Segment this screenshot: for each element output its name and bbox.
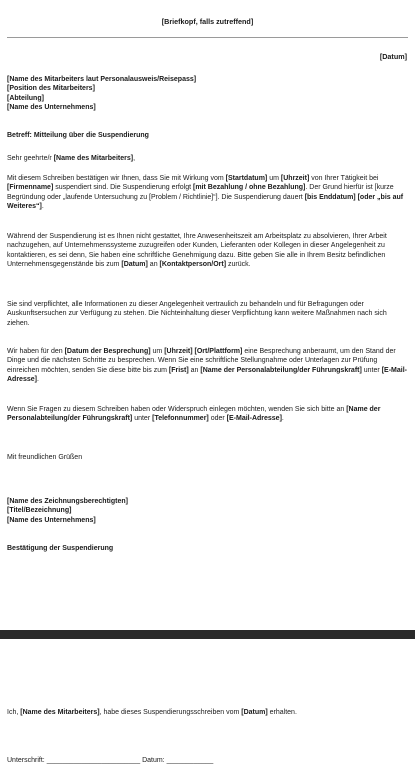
- until-further-placeholder: [oder „bis auf Weiteres“]: [7, 193, 404, 210]
- text: oder: [208, 415, 227, 423]
- text: an: [147, 260, 160, 268]
- text: an: [188, 366, 201, 374]
- subject-line: Betreff: Mitteilung über die Suspendierung: [7, 132, 149, 139]
- contact-placeholder: [Kontaktperson/Ort]: [159, 260, 227, 268]
- salutation: [7, 154, 408, 163]
- text: unter: [361, 366, 382, 374]
- paragraph-questions: [7, 405, 408, 424]
- text: zurück.: [226, 260, 251, 268]
- text: um: [267, 175, 281, 182]
- text: um: [150, 348, 165, 355]
- signatory-title: [Titel/Bezeichnung]: [7, 507, 72, 515]
- recipient-block: [7, 75, 408, 112]
- text: Wenn Sie Fragen zu diesem Schreiben haben oder Widerspruch einlegen möchten, wenden Sie sich bitte an: [7, 406, 347, 413]
- header-divider: [7, 37, 408, 38]
- paragraph-confidentiality: Sie sind verpflichtet, alle Informationen zu dieser Angelegenheit vertraulich zu behandeln und für Befragungen oder Auskunftsersuchen zur Verfügung zu stehen. Die Nichteinhaltung dieser Verpflichtung kann weitere Maßnahmen nach sich ziehen.: [7, 301, 387, 327]
- signatory-company: [Name des Unternehmens]: [7, 516, 96, 524]
- text: Mit diesem Schreiben bestätigen wir Ihnen, dass Sie mit Wirkung vom: [7, 175, 226, 182]
- signatory-block: [7, 497, 408, 525]
- text: .: [281, 415, 284, 423]
- text: . Der Grund hierfür ist [kurze Begründung oder „laufende Untersuchung zu [Problem / Richtlinie]“]. Die Suspendierung dauert: [7, 184, 394, 201]
- signature-line: [7, 756, 408, 765]
- text: von Ihrer Tätigkeit bei: [309, 175, 379, 182]
- paragraph-meeting: [7, 347, 408, 384]
- meeting-date-placeholder: [Datum der Besprechung]: [64, 348, 151, 355]
- letter-date: [Datum]: [379, 52, 407, 61]
- signatory-name: [Name des Zeichnungsberechtigten]: [7, 498, 128, 505]
- signature-label: Unterschrift:: [7, 757, 47, 764]
- date-blank[interactable]: ____________: [166, 757, 214, 764]
- text: .: [41, 202, 44, 210]
- recipient-name: [Name des Mitarbeiters laut Personalausweis/Reisepass]: [7, 76, 197, 83]
- recipient-position: [Position des Mitarbeiters]: [7, 85, 95, 93]
- time-placeholder: [Uhrzeit]: [280, 175, 310, 182]
- recipient-company: [Name des Unternehmens]: [7, 103, 96, 111]
- text: eine Besprechung anberaumt, um den Stand der Dinge und die nächsten Schritte zu besprechen. Wenn Sie eine schriftliche Stellungnahme oder Unterlagen zur Prüfung einreichen möchten, senden Sie diese bitte bis zum: [7, 348, 396, 374]
- text: erhalten.: [267, 709, 297, 716]
- text: , habe dieses Suspendierungsschreiben vom: [99, 709, 242, 716]
- closing: Mit freundlichen Grüßen: [7, 454, 83, 461]
- text: suspendiert sind. Die Suspendierung erfolgt: [53, 184, 193, 192]
- letterhead: [Briefkopf, falls zutreffend]: [161, 17, 254, 26]
- recipient-department: [Abteilung]: [7, 94, 44, 102]
- text: Ich,: [7, 709, 21, 716]
- hr-placeholder: [Name der Personalabteilung/der Führungskraft]: [200, 366, 362, 374]
- company-placeholder: [Firmenname]: [7, 184, 54, 192]
- email-placeholder: [E-Mail-Adresse]: [226, 415, 282, 423]
- end-date-placeholder: [bis Enddatum]: [304, 193, 356, 201]
- signature-blank[interactable]: ________________________: [46, 757, 141, 764]
- text: .: [36, 375, 39, 383]
- deadline-placeholder: [Frist]: [168, 366, 189, 374]
- date-label: Datum:: [140, 757, 167, 764]
- hr-placeholder: [Name der Personalabteilung/der Führungskraft]: [7, 406, 381, 423]
- return-date-placeholder: [Datum]: [121, 260, 148, 268]
- letter-date-placeholder: [Datum]: [241, 709, 268, 716]
- confirmation-statement: [7, 708, 408, 717]
- paragraph-suspension: [7, 174, 408, 211]
- text: Während der Suspendierung ist es Ihnen nicht gestattet, Ihre Anwesenheitszeit am Arbeitsplatz zu absolvieren, Ihrer Arbeit nachzugehen, auf Unternehmenssysteme zuzugreifen oder Kunden, Lieferanten oder Kollegen in dieser Angelegenheit zu kontaktieren, es sei denn, Sie haben eine schriftliche Genehmigung dazu. Bitte geben Sie alle in Ihrem Besitz befindlichen Unternehmensgegenstände bis zum: [7, 233, 387, 268]
- page-separator: [0, 630, 415, 639]
- salutation-name: [Name des Mitarbeiters]: [53, 155, 134, 162]
- employee-name-placeholder: [Name des Mitarbeiters]: [20, 709, 100, 716]
- confirmation-heading: Bestätigung der Suspendierung: [7, 545, 114, 552]
- meeting-place-placeholder: [Ort/Plattform]: [194, 348, 243, 355]
- paragraph-restrictions: [7, 232, 408, 269]
- text: Wir haben für den: [7, 348, 65, 355]
- text: unter: [132, 415, 153, 423]
- phone-placeholder: [Telefonnummer]: [152, 415, 209, 423]
- salutation-prefix: Sehr geehrte/r: [7, 155, 54, 162]
- salutation-suffix: ,: [133, 155, 136, 162]
- pay-placeholder: [mit Bezahlung / ohne Bezahlung]: [193, 184, 306, 192]
- email-placeholder: [E-Mail-Adresse]: [7, 366, 407, 383]
- start-date-placeholder: [Startdatum]: [225, 175, 268, 182]
- meeting-time-placeholder: [Uhrzeit]: [164, 348, 193, 355]
